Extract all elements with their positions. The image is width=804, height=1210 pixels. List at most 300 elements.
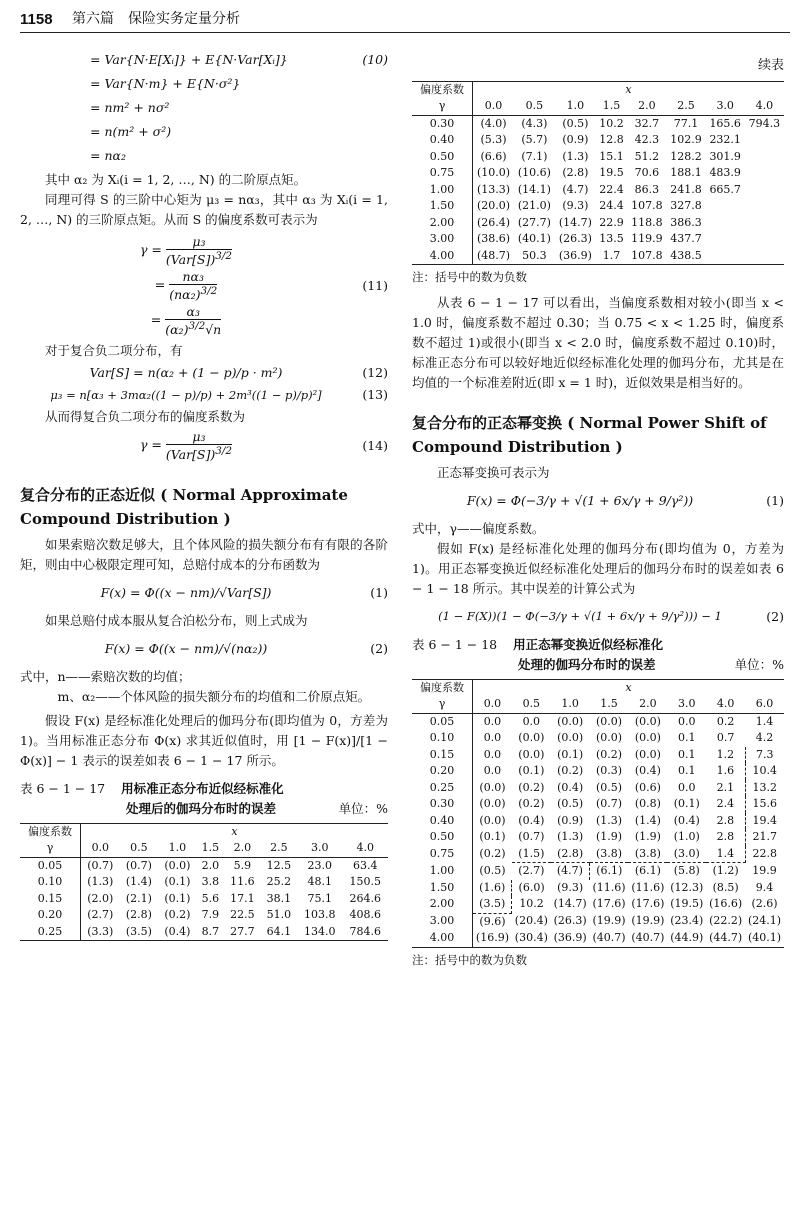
table-row xyxy=(412,149,784,166)
page-header xyxy=(20,6,790,33)
table-cell: 8.7 xyxy=(197,924,225,941)
table-cell: (19.9) xyxy=(592,914,626,928)
section-heading: 复合分布的正态幂变换 ( Normal Power Shift of Compound Distribution ) xyxy=(412,413,767,456)
table-row xyxy=(412,780,784,797)
table-cell: (8.5) xyxy=(712,880,739,894)
table-cell: 2.8 xyxy=(706,829,745,846)
table-cell: 150.5 xyxy=(349,875,381,889)
table-cell: (0.2) xyxy=(557,764,584,778)
table-cell: 13.5 xyxy=(599,232,624,246)
table-cell: 7.3 xyxy=(756,747,774,761)
table-cell: (40.1) xyxy=(517,232,551,246)
paragraph: 其中 α₂ 为 Xᵢ(i = 1, 2, …, N) 的二阶原点矩。 xyxy=(45,172,307,187)
table-cell: 12.8 xyxy=(599,133,624,147)
table-cell: 438.5 xyxy=(666,248,705,265)
table-row xyxy=(412,747,784,764)
table-cell: 2.8 xyxy=(706,813,745,830)
table-cell: 3.00 xyxy=(412,913,473,930)
table-cell: (27.7) xyxy=(517,215,551,229)
paragraph: 如果索赔次数足够大，且个体风险的损失额分布有有限的各阶矩，则由中心极限定理可知，总赔付成本的分布函数为 xyxy=(20,536,388,572)
table-cell: 0.10 xyxy=(412,730,473,747)
table-cell: (20.4) xyxy=(514,914,548,928)
table-row xyxy=(20,907,388,924)
table-cell: 13.2 xyxy=(752,780,778,794)
table-cell: 327.8 xyxy=(670,199,702,213)
table-cell: 2.0 xyxy=(201,858,220,872)
eq10-line: = nm² + nσ² xyxy=(90,100,170,115)
table-cell: (0.2) xyxy=(518,780,545,794)
paragraph: 假设 F(x) 是经标准化处理后的伽玛分布(即均值为 0，方差为 1)。当用标准正态分布 Φ(x) 求其近似值时，用 [1 − F(x)]/[1 − Φ(x)] − 1 表示的误差如表 6 − 1 − 17 所示。 xyxy=(20,712,388,768)
table-cell: (7.1) xyxy=(521,149,548,163)
table-cell: 19.5 xyxy=(599,166,624,180)
table-cell: (1.9) xyxy=(634,830,661,844)
definition: m、α₂——个体风险的损失额分布的均值和二价原点矩。 xyxy=(57,688,371,704)
table-row xyxy=(412,165,784,182)
table-cell: (0.0) xyxy=(634,747,661,761)
table-cell: (1.3) xyxy=(596,813,623,827)
table-cell xyxy=(706,198,745,215)
table-cell: 794.3 xyxy=(748,116,781,130)
table-cell: (2.8) xyxy=(125,908,152,922)
table-cell: (0.1) xyxy=(518,764,545,778)
table-cell: 0.0 xyxy=(522,714,541,728)
table-cell: (0.1) xyxy=(557,747,584,761)
table-cell: (2.6) xyxy=(751,897,778,911)
table-cell: (17.6) xyxy=(631,897,665,911)
left-column xyxy=(20,50,388,941)
table-cell: (0.4) xyxy=(634,764,661,778)
equation-14: γ = $\frac{\text{μ₃}}{(Var[S])^{3/2}}$ (14) xyxy=(139,429,388,463)
table-cell: (4.3) xyxy=(521,116,548,130)
table-cell: (9.6) xyxy=(479,914,506,928)
table-row xyxy=(412,231,784,248)
table-cell: (3.8) xyxy=(590,846,629,863)
table-cell: (3.5) xyxy=(120,924,159,941)
table-cell: 134.0 xyxy=(297,924,342,941)
column-header: 3.0 xyxy=(297,840,342,857)
table-cell: 38.1 xyxy=(266,891,292,905)
table-row xyxy=(412,248,784,265)
table-cell: (4.7) xyxy=(551,863,590,880)
table-cell xyxy=(745,231,784,248)
table-cell: 22.5 xyxy=(230,908,255,922)
table-cell: (5.7) xyxy=(521,133,548,147)
table-cell: 0.40 xyxy=(412,813,473,830)
table-cell: 0.0 xyxy=(483,714,502,728)
table-cell xyxy=(706,248,745,265)
equation-11: γ = $\frac{\text{μ₃}}{(Var[S])^{3/2}}$ = $\frac{\text{nα₃}}{(n\alpha_2)^{3/2}}$ (11) = $\frac{\text{α₃}}{(\alpha_2)^{3/2}√n}$ xyxy=(139,234,388,338)
table-cell: (0.4) xyxy=(518,813,545,827)
table-cell: (26.3) xyxy=(553,914,587,928)
table-row xyxy=(412,730,784,747)
table-cell: (0.7) xyxy=(518,830,545,844)
paragraph: 正态幂变换可表示为 xyxy=(437,464,550,480)
table-cell: 15.1 xyxy=(599,149,624,163)
equation-10 xyxy=(20,50,388,170)
table-cell: (6.1) xyxy=(596,864,623,878)
table-cell: 128.2 xyxy=(670,149,702,163)
equation-1-power: F(x) = Φ(−3/γ + √(1 + 6x/γ + 9/γ²)) (1) xyxy=(466,492,784,508)
table-cell xyxy=(706,231,745,248)
table-cell: 23.0 xyxy=(307,858,333,872)
table-cell: 0.2 xyxy=(716,714,735,728)
table-cell: (5.3) xyxy=(480,133,507,147)
table-row xyxy=(412,132,784,149)
column-header: 2.0 xyxy=(628,696,667,713)
table-cell: 1.50 xyxy=(412,880,473,897)
table-cell: (22.2) xyxy=(709,914,743,928)
table-cell: (0.9) xyxy=(562,133,589,147)
table-cell: (3.5) xyxy=(473,896,512,913)
table-cell: 0.0 xyxy=(483,764,502,778)
table-cell: (1.5) xyxy=(512,846,551,863)
table-cell: (20.0) xyxy=(476,199,511,213)
table-cell: (26.3) xyxy=(558,232,592,246)
table-cell: (1.0) xyxy=(673,830,700,844)
table-cell: 0.0 xyxy=(678,714,696,728)
table-row xyxy=(412,182,784,199)
table-cell: (1.3) xyxy=(87,875,114,889)
table-cell: (0.2) xyxy=(596,747,623,761)
table-cell: 10.2 xyxy=(599,116,624,130)
table-cell: 63.4 xyxy=(353,858,378,872)
table18-caption-line2: 处理的伽玛分布时的误差 单位：% xyxy=(518,656,784,672)
table-cell: (0.0) xyxy=(596,731,623,745)
column-header: 0.0 xyxy=(473,98,514,115)
eq10-line: = Var{N·E[Xᵢ]} + E{N·Var[Xᵢ]} xyxy=(90,52,288,67)
table-cell: 301.9 xyxy=(709,149,741,163)
table-row xyxy=(412,115,784,132)
eq-number: (10) xyxy=(362,52,388,67)
table-cell: 107.8 xyxy=(627,248,666,265)
table-cell: (0.5) xyxy=(596,780,623,794)
table-cell: 0.7 xyxy=(716,731,735,745)
table-row xyxy=(412,913,784,930)
table-cell: (16.9) xyxy=(473,930,512,947)
table-cell: (2.7) xyxy=(87,908,114,922)
table-cell: (0.8) xyxy=(634,797,661,811)
table-cell: 3.8 xyxy=(201,875,220,889)
table-row xyxy=(20,874,388,891)
table-cell: 15.6 xyxy=(752,797,778,811)
table-cell: (0.7) xyxy=(596,797,623,811)
table-cell xyxy=(745,132,784,149)
table-cell xyxy=(745,248,784,265)
table-cell: 0.1 xyxy=(678,747,696,761)
column-header: 2.0 xyxy=(224,840,260,857)
table-cell: 665.7 xyxy=(709,182,741,196)
table-cell: 2.00 xyxy=(412,896,473,913)
equation-2-poisson: F(x) = Φ((x − nm)/√(nα₂)) (2) xyxy=(104,640,388,656)
table-row xyxy=(412,880,784,897)
table-cell: 4.2 xyxy=(755,731,774,745)
table-cell: (3.0) xyxy=(667,846,706,863)
table-cell: (2.1) xyxy=(125,891,152,905)
table-cell: 0.75 xyxy=(412,846,473,863)
table-cell: (38.6) xyxy=(476,232,511,246)
table-cell: (26.4) xyxy=(476,215,511,229)
table-row xyxy=(412,215,784,232)
table-cell: 24.4 xyxy=(599,199,624,213)
table-cell: (16.6) xyxy=(709,897,743,911)
eq-number: (11) xyxy=(362,277,388,293)
table-cell xyxy=(745,165,784,182)
table-row xyxy=(20,857,388,874)
header-title: 第六篇 保险实务定量分析 xyxy=(72,11,240,27)
table-cell: (6.6) xyxy=(480,149,507,163)
column-header: 2.5 xyxy=(666,98,705,115)
table-cell: (0.5) xyxy=(557,797,584,811)
column-header: 1.5 xyxy=(197,840,225,857)
eq10-line: = nα₂ xyxy=(90,148,126,163)
table-cell: 0.40 xyxy=(412,132,473,149)
table-cell: 408.6 xyxy=(349,908,381,922)
table-cell: 483.9 xyxy=(709,166,741,180)
table-cell: 2.1 xyxy=(706,780,745,797)
column-header: 4.0 xyxy=(343,840,388,857)
table-cell: 42.3 xyxy=(634,133,660,147)
table-cell xyxy=(745,215,784,232)
table-cell: (14.7) xyxy=(553,897,587,911)
table-cell: (14.7) xyxy=(558,215,592,229)
table-cell: (44.7) xyxy=(706,930,745,947)
table-row xyxy=(412,713,784,730)
table-cell: 0.1 xyxy=(678,731,696,745)
table-cell: 4.00 xyxy=(412,930,473,947)
table-cell: 0.05 xyxy=(412,713,473,730)
column-header: 3.0 xyxy=(667,696,706,713)
column-header: 0.5 xyxy=(514,98,555,115)
table-cell: (14.1) xyxy=(517,182,551,196)
definition: 式中，γ——偏度系数。 xyxy=(412,520,545,536)
column-header: 0.0 xyxy=(473,696,512,713)
table-cell: (0.4) xyxy=(158,924,197,941)
table-cell: 70.6 xyxy=(634,166,660,180)
table-cell: (3.8) xyxy=(628,846,667,863)
table-row xyxy=(412,896,784,913)
table-cell: (0.2) xyxy=(479,846,506,860)
table-row xyxy=(412,930,784,947)
table-cell: (4.7) xyxy=(562,182,589,196)
table-cell: (11.6) xyxy=(631,880,665,894)
table-cell: (17.6) xyxy=(592,897,626,911)
table-cell: 2.00 xyxy=(412,215,473,232)
table-cell: 19.4 xyxy=(752,813,778,827)
table-cell: 0.25 xyxy=(412,780,473,797)
table-cell: (0.5) xyxy=(562,116,589,130)
table-cell: (0.1) xyxy=(673,797,700,811)
table-cell: 77.1 xyxy=(673,116,699,130)
paragraph: 如果总赔付成本服从复合泊松分布，则上式成为 xyxy=(45,612,308,628)
column-header: 1.5 xyxy=(596,98,627,115)
table-cell: 1.7 xyxy=(596,248,627,265)
table-note: 注：括号中的数为负数 xyxy=(412,270,527,285)
table-cell: 1.00 xyxy=(412,863,473,880)
table-cell: 22.8 xyxy=(752,846,778,860)
table-cell: (40.7) xyxy=(590,930,629,947)
table-cell: 1.4 xyxy=(755,714,774,728)
table-cell: 1.00 xyxy=(412,182,473,199)
table-cell: (0.0) xyxy=(518,747,545,761)
table-cell: 119.9 xyxy=(631,232,663,246)
table-6-1-17-part1: 偏度系数 x γ 0.0 0.5 1.0 1.5 2.0 2.5 3.0 4.0 0.05 (0.7) (0.7) (0.0) 2.0 5.9 12.5 23.0 63.4 0.10 (1.3) (1.4) (0.1) 3.8 11.6 25.2 48.1 150.5 0.15 (2.0) (2.1) (0.1) 5.6 17.1 38.1 75.1 264.6 0.20 (2.7) (2.8) (0.2) 7.9 22.5 51.0 103.8 408.6 0.25 (3.3) (3.5) (0.4) 8.7 27.7 64.1 134.0 784.6 xyxy=(20,823,388,942)
table-cell: 264.6 xyxy=(349,891,381,905)
table-cell: 12.5 xyxy=(266,858,292,872)
column-header: 2.5 xyxy=(261,840,297,857)
table-cell: 48.1 xyxy=(307,875,333,889)
table-cell: 118.8 xyxy=(631,215,663,229)
paragraph: 假如 F(x) 是经标准化处理的伽玛分布(即均值为 0，方差为 1)。用正态幂变换近似经标准化处理后的伽玛分布时的误差如表 6 − 1 − 18 所示。其中误差的计算公式为 xyxy=(412,540,784,596)
table-cell: (0.1) xyxy=(164,875,191,889)
table17-caption-line2: 处理后的伽玛分布时的误差 单位：% xyxy=(126,800,388,816)
table-cell: (2.0) xyxy=(87,891,114,905)
table-cell: 0.0 xyxy=(483,731,502,745)
table-6-1-18: 偏度系数 x γ 0.0 0.5 1.0 1.5 2.0 3.0 4.0 6.0 0.05 0.0 0.0 (0.0) (0.0) (0.0) 0.0 0.2 1.4 0.10 0.0 (0.0) (0.0) (0.0) (0.0) 0.1 0.7 4.2 0.15 0.0 (0.0) (0.1) (0.2) (0.0) 0.1 1.2 7.3 0.20 0.0 (0.1) (0.2) (0.3) (0.4) 0.1 1.6 10.4 0.25 (0.0) (0.2) (0.4) (0.5) (0.6) 0.0 2.1 13.2 0.30 (0.0) (0.2) (0.5) (0.7) (0.8) (0.1) 2.4 15.6 0.40 (0.0) (0.4) (0.9) (1.3) (1.4) (0.4) 2.8 19.4 0.50 (0.1) (0.7) (1.3) (1.9) (1.9) (1.0) 2.8 21.7 0.75 (0.2) (1.5) (2.8) (3.8) (3.8) (3.0) 1.4 22.8 1.00 (0.5) (2.7) (4.7) (6.1) (6.1) (5.8) (1.2) 19.9 1.50 (1.6) (6.0) (9.3) (11.6) (11.6) (12.3) (8.5) 9.4 2.00 (3.5) 10.2 (14.7) (17.6) (17.6) (19.5) (16.6) (2.6) 3.00 (9.6) (20.4) (26.3) (19.9) (19.9) (23.4) (22.2) (24.1) 4.00 (16.9) (30.4) (36.9) (40.7) (40.7) (44.9) (44.7) (40.1) xyxy=(412,679,784,948)
table-cell: (23.4) xyxy=(670,914,704,928)
table-cell: 188.1 xyxy=(670,166,702,180)
column-header: 3.0 xyxy=(706,98,745,115)
table-cell: 0.0 xyxy=(678,780,696,794)
table-cell: 7.9 xyxy=(201,908,220,922)
table-cell: 1.2 xyxy=(706,747,745,764)
table-cell: 784.6 xyxy=(343,924,388,941)
table-cell: (0.6) xyxy=(634,780,661,794)
table-cell: (0.0) xyxy=(518,731,545,745)
table-cell: 51.2 xyxy=(634,149,660,163)
table-cell: (9.3) xyxy=(562,199,589,213)
section-heading: 复合分布的正态近似 ( Normal Approximate Compound Distribution ) xyxy=(20,485,348,528)
table-cell: 25.2 xyxy=(266,875,292,889)
table-cell: 10.4 xyxy=(752,764,778,778)
table-cell: (2.7) xyxy=(518,864,545,878)
table-cell: 241.8 xyxy=(670,182,702,196)
table-cell: (13.3) xyxy=(476,182,511,196)
equation-13: μ₃ = n[α₃ + 3mα₂((1 − p)/p) + 2m³((1 − p)/p)²] (13) xyxy=(50,387,388,403)
table-cell: (1.4) xyxy=(125,875,152,889)
definition: 式中，n——索赔次数的均值； xyxy=(20,668,191,684)
table-cell: (0.0) xyxy=(164,858,191,872)
column-header: 0.5 xyxy=(512,696,551,713)
paragraph: 从表 6 − 1 − 17 可以看出，当偏度系数相对较小(即当 x < 1.0 时，偏度系数不超过 0.30；当 0.75 < x < 1.25 时，偏度系数不超过 1)或很小(即当 x < 2.0 时，偏度系数不超过 0.10)时，标准正态分布可以较好地近似经标准化处理的伽玛分布，尤其是在均值的一个标准差附近(即 x = 1 时)，近似效果是相当好的。 xyxy=(412,294,784,390)
table-cell: (24.1) xyxy=(747,914,782,928)
table-row xyxy=(412,796,784,813)
table-cell: (0.0) xyxy=(634,714,661,728)
table-cell: (0.3) xyxy=(596,764,623,778)
table-cell: (4.0) xyxy=(480,116,507,130)
table-cell: (11.6) xyxy=(592,880,626,894)
table-cell: 0.30 xyxy=(412,115,473,132)
table-cell: (0.0) xyxy=(557,714,584,728)
table-cell: (0.0) xyxy=(596,714,623,728)
table-cell: 19.9 xyxy=(752,863,777,877)
table-cell: 5.6 xyxy=(201,891,220,905)
table-cell: 22.4 xyxy=(599,182,624,196)
table-cell: (0.7) xyxy=(125,858,152,872)
table-cell: 165.6 xyxy=(709,116,741,130)
table-cell: (3.3) xyxy=(81,924,120,941)
column-header: 6.0 xyxy=(745,696,784,713)
column-header: 0.0 xyxy=(81,840,120,857)
table-cell: 9.4 xyxy=(755,880,774,894)
table-cell: 2.4 xyxy=(706,796,745,813)
table-row xyxy=(412,763,784,780)
table-cell: (0.2) xyxy=(518,797,545,811)
table-cell: 10.2 xyxy=(519,897,544,911)
table-cell: (9.3) xyxy=(557,880,584,894)
table-cell: (2.8) xyxy=(551,846,590,863)
table-cell: (36.9) xyxy=(555,248,596,265)
table-cell: (0.0) xyxy=(634,731,661,745)
table-cell: (36.9) xyxy=(551,930,590,947)
table-cell: (0.0) xyxy=(557,731,584,745)
eq10-line: = Var{N·m} + E{N·σ²} xyxy=(90,76,241,91)
table-cell: 0.20 xyxy=(20,907,81,924)
column-header: 4.0 xyxy=(745,98,784,115)
table-cell xyxy=(745,198,784,215)
table-row xyxy=(412,829,784,846)
table-cell: (1.3) xyxy=(562,149,589,163)
table-cell: 21.7 xyxy=(752,830,778,844)
table-cell: (40.1) xyxy=(745,930,784,947)
table-cell: (30.4) xyxy=(512,930,551,947)
table-cell: (5.8) xyxy=(673,864,700,878)
table-cell: 1.50 xyxy=(412,198,473,215)
table-cell: 4.00 xyxy=(412,248,473,265)
table-cell: 0.20 xyxy=(412,763,473,780)
table-cell: (0.2) xyxy=(164,908,191,922)
table-cell: 1.4 xyxy=(706,846,745,863)
table-cell: 0.50 xyxy=(412,149,473,166)
table-cell: 0.05 xyxy=(20,857,81,874)
table-cell: 5.9 xyxy=(233,858,252,872)
table-cell: 0.15 xyxy=(412,747,473,764)
column-header: 1.0 xyxy=(551,696,590,713)
table-cell: 107.8 xyxy=(631,199,663,213)
table-cell: 0.15 xyxy=(20,891,81,908)
column-header: 1.5 xyxy=(590,696,629,713)
table-cell: 0.25 xyxy=(20,924,81,941)
table-row xyxy=(412,863,784,880)
table-cell: 1.6 xyxy=(706,763,745,780)
table-cell: 386.3 xyxy=(670,215,702,229)
table-cell: (19.5) xyxy=(670,897,704,911)
table-cell: (10.0) xyxy=(476,166,511,180)
table-cell: (0.9) xyxy=(557,813,584,827)
table-cell: (48.7) xyxy=(473,248,514,265)
table-cell xyxy=(745,182,784,199)
table-cell: (12.3) xyxy=(670,880,704,894)
table-cell: 86.3 xyxy=(634,182,660,196)
paragraph: 同理可得 S 的三阶中心矩为 μ₃ = nα₃，其中 α₃ 为 Xᵢ(i = 1, 2, …, N) 的三阶原点矩。从而 S 的偏度系数可表示为 xyxy=(20,192,388,227)
table-cell: (0.0) xyxy=(479,797,506,811)
table-cell: (0.1) xyxy=(164,891,191,905)
column-header: 2.0 xyxy=(627,98,666,115)
table-6-1-17-part2: 偏度系数 x γ 0.0 0.5 1.0 1.5 2.0 2.5 3.0 4.0 0.30 (4.0) (4.3) (0.5) 10.2 32.7 77.1 165.6 794.3 0.40 (5.3) (5.7) (0.9) 12.8 42.3 102.9 232.1 0.50 (6.6) (7.1) (1.3) 15.1 51.2 128.2 301.9 0.75 (10.0) (10.6) (2.8) 19.5 70.6 188.1 483.9 1.00 (13.3) (14.1) (4.7) 22.4 86.3 241.8 665.7 1.50 (20.0) (21.0) (9.3) 24.4 107.8 327.8 2.00 (26.4) (27.7) (14.7) 22.9 118.8 386.3 3.00 (38.6) (40.1) (26.3) 13.5 119.9 437.7 4.00 (48.7) 50.3 (36.9) 1.7 107.8 438.5 xyxy=(412,81,784,266)
column-header: 1.0 xyxy=(555,98,596,115)
table-cell: (1.4) xyxy=(634,813,661,827)
eq10-line: = n(m² + σ²) xyxy=(90,124,172,139)
table-cell: 0.50 xyxy=(412,829,473,846)
table-cell: 437.7 xyxy=(670,232,702,246)
table-cell: 0.1 xyxy=(678,764,696,778)
table-cell: (0.0) xyxy=(479,813,506,827)
table-cell: 0.10 xyxy=(20,874,81,891)
table-cell: 232.1 xyxy=(709,133,741,147)
table-cell xyxy=(706,215,745,232)
table-cell: 11.6 xyxy=(230,875,255,889)
table-row xyxy=(412,813,784,830)
right-column xyxy=(412,56,784,969)
